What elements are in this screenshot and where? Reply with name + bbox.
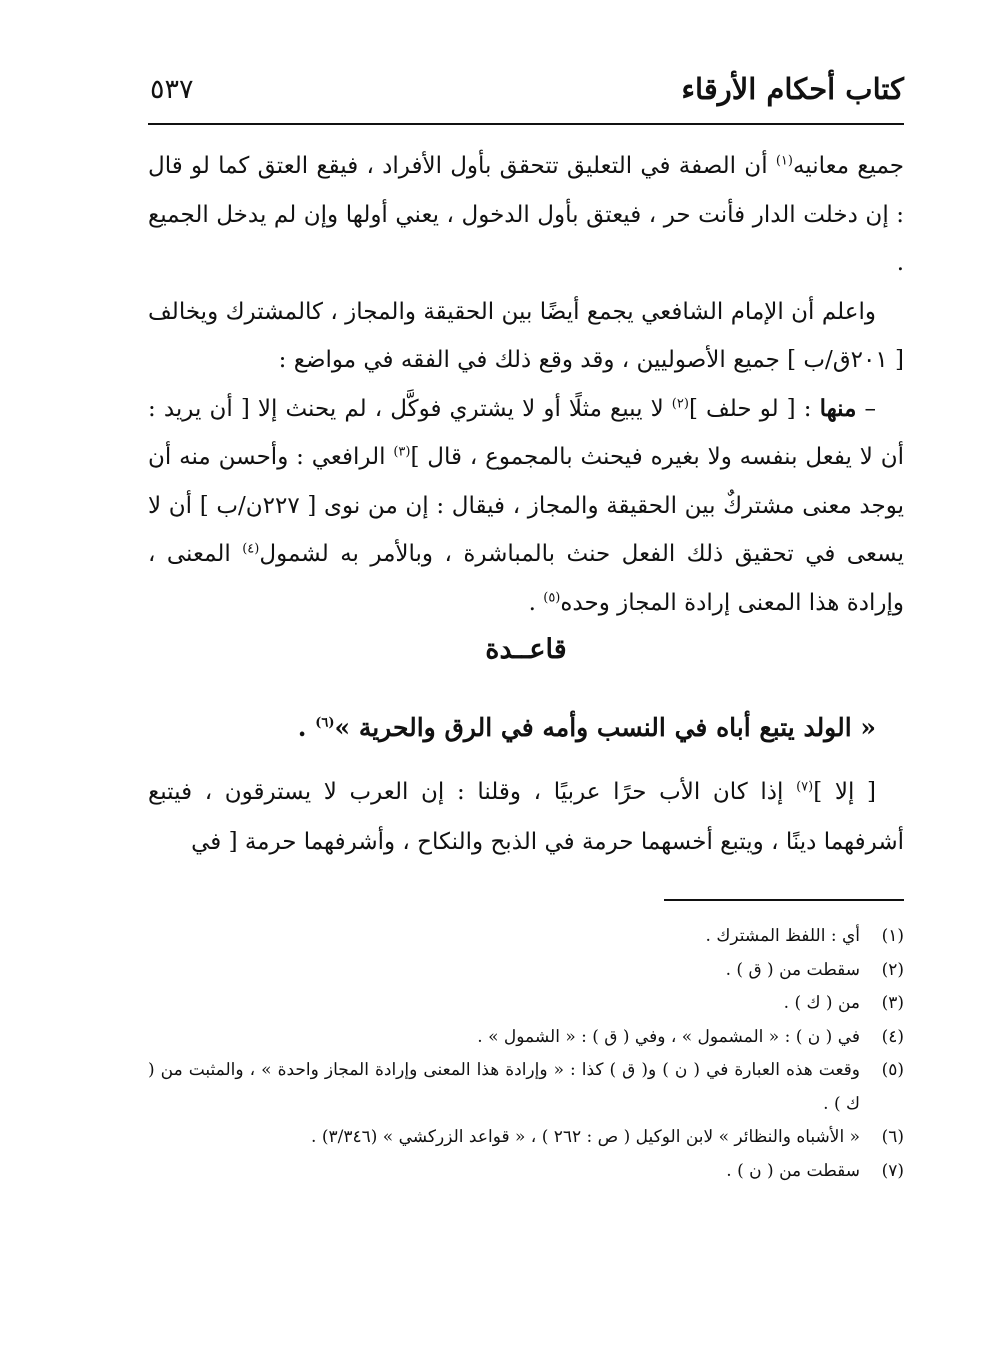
- paragraph-3-c: الرافعي : وأحسن منه أن يوجد معنى مشتركٌ بين الحقيقة والمجاز ، فيقال : إن من نوى [ ٢٢٧ن/ب ] أن لا يسعى في تحقيق ذلك الفعل حنث بالمباشرة ، وبالأمر به لشمول: [148, 444, 904, 567]
- rule-explanation: [148, 767, 904, 867]
- main-text: [148, 142, 904, 627]
- rule-statement: [148, 713, 904, 742]
- footnote-ref-1: (١): [775, 153, 793, 169]
- footnote-number: (٢): [881, 959, 904, 980]
- footnote-ref-6: (٦): [315, 715, 335, 731]
- footnote-number: (٤): [881, 1026, 904, 1047]
- footnote-text: في ( ن ) : « المشمول » ، وفي ( ق ) : « الشمول » .: [477, 1026, 860, 1047]
- footnote-text: أي : اللفظ المشترك .: [705, 926, 860, 946]
- footnote-divider: [664, 899, 904, 901]
- paragraph-3-b: لا يبيع مثلًا أو لا يشتري فوكَّل ، لم يحنث إلا [ أن يريد : أن لا يفعل بنفسه ولا بغيره فيحنث بالمجموع ، قال ]: [148, 395, 904, 470]
- rule-explanation-a: [ إلا ]: [813, 779, 876, 805]
- paragraph-2: واعلم أن الإمام الشافعي يجمع أيضًا بين الحقيقة والمجاز ، كالمشترك ويخالف [ ٢٠١ق/ب ] جميع الأصوليين ، وقد وقع ذلك في الفقه في مواضع :: [148, 298, 904, 373]
- footnote-item: [148, 954, 904, 988]
- section-heading: قاعــدة: [485, 634, 567, 665]
- footnote-text: سقطت من ( ق ) .: [725, 959, 860, 980]
- running-header: [148, 62, 904, 120]
- footnote-ref-7: (٧): [796, 779, 814, 795]
- paragraph-3-d: المعنى ، وإرادة هذا المعنى إرادة المجاز وحده: [148, 541, 904, 616]
- paragraph-3-dash: –: [856, 395, 877, 422]
- footnote-item: [148, 1021, 904, 1055]
- paragraph-1-rest: أن الصفة في التعليق تتحقق بأول الأفراد ، فيقع العتق كما لو قال : إن دخلت الدار فأنت حر ، فيعتق بأول الدخول ، يعني أولها وإن لم يدخل الجميع .: [148, 153, 904, 276]
- header-divider: [148, 123, 904, 125]
- footnote-ref-5: (٥): [543, 589, 561, 605]
- paragraph-1: [148, 142, 904, 288]
- paragraph-3-e: .: [528, 589, 544, 616]
- paragraph-1-start: جميع معانيه: [792, 153, 905, 179]
- footnote-number: (١): [881, 926, 904, 946]
- footnote-text: من ( ك ) .: [783, 993, 860, 1013]
- rule-statement-end: .: [297, 713, 316, 742]
- footnote-ref-2: (٢): [671, 395, 689, 411]
- footnote-item: [148, 1054, 904, 1121]
- paragraph-3-a: : [ لو حلف ]: [688, 395, 820, 422]
- footnote-item: [148, 920, 904, 954]
- rule-statement-text: « الولد يتبع أباه في النسب وأمه في الرق والحرية »: [334, 713, 876, 742]
- page-number: ٥٣٧: [150, 74, 194, 105]
- footnote-item: [148, 1155, 904, 1189]
- paragraph-3-lead: منها: [819, 394, 857, 422]
- footnote-text: سقطت من ( ن ) .: [726, 1160, 860, 1181]
- footnote-number: (٣): [881, 993, 904, 1013]
- footnote-item: [148, 1121, 904, 1155]
- footnote-item: [148, 987, 904, 1021]
- footnote-text: « الأشباه والنظائر » لابن الوكيل ( ص : ٢٦٢ ) ، « قواعد الزركشي » (٣/٣٤٦) .: [311, 1127, 860, 1147]
- rule-explanation-b: إذا كان الأب حرًا عربيًا ، وقلنا : إن العرب لا يسترقون ، فيتبع أشرفهما دينًا ، ويتبع أخسهما حرمة في الذبح والنكاح ، وأشرفهما حرمة [ في: [148, 779, 904, 855]
- footnotes: [148, 920, 904, 1188]
- footnote-number: (٥): [881, 1060, 904, 1080]
- paragraph-3: [148, 385, 904, 628]
- footnote-ref-3: (٣): [393, 444, 411, 460]
- footnote-number: (٧): [881, 1160, 904, 1181]
- footnote-ref-4: (٤): [242, 541, 260, 557]
- footnote-number: (٦): [881, 1127, 904, 1147]
- footnote-text: وقعت هذه العبارة في ( ن ) و( ق ) كذا : « وإرادة هذا المعنى وإرادة المجاز واحدة » ، والمثبت من ( ك ) .: [148, 1060, 860, 1114]
- book-title: كتاب أحكام الأرقاء: [681, 72, 904, 106]
